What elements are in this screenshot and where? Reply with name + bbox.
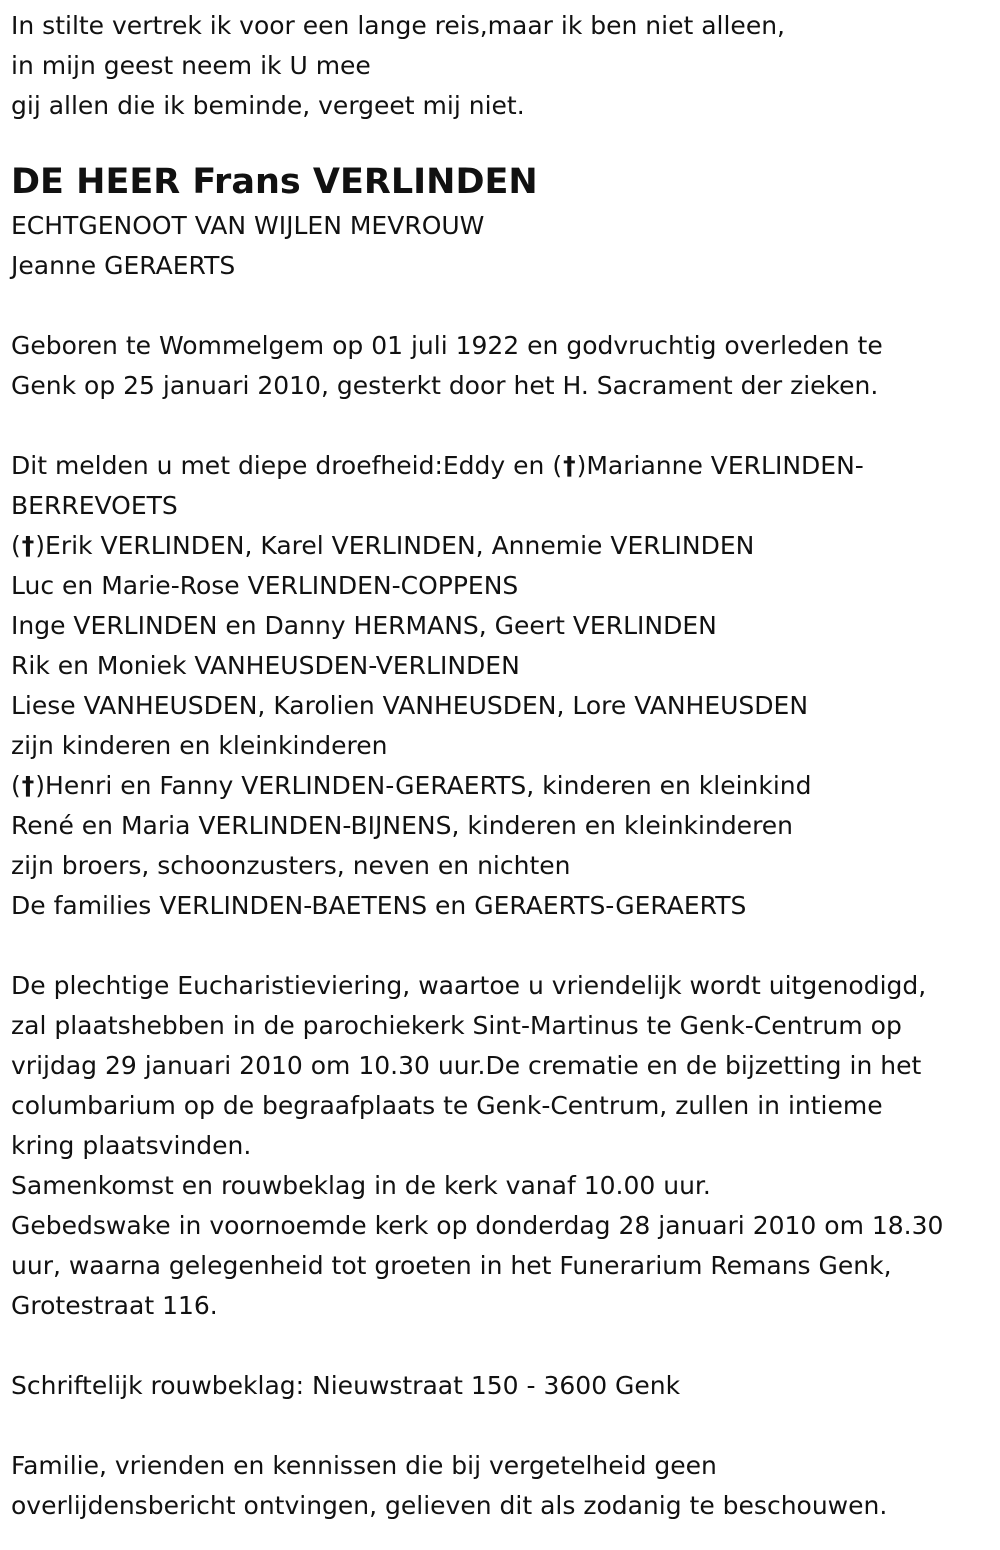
birth-death-line: Geboren te Wommelgem op 01 juli 1922 en godvruchtig overleden te <box>11 331 883 360</box>
deceased-name: DE HEER Frans VERLINDEN <box>11 162 538 202</box>
spouse-name: Jeanne GERAERTS <box>11 251 236 280</box>
poem-line: In stilte vertrek ik voor een lange reis,maar ik ben niet alleen, <box>11 11 785 40</box>
family-line: BERREVOETS <box>11 491 178 520</box>
closing-line: overlijdensbericht ontvingen, gelieven dit als zodanig te beschouwen. <box>11 1491 888 1520</box>
family-line: Dit melden u met diepe droefheid:Eddy en (†)Marianne VERLINDEN- <box>11 446 990 486</box>
ceremony-line: Grotestraat 116. <box>11 1291 218 1320</box>
closing-line: Familie, vrienden en kennissen die bij vergetelheid geen <box>11 1451 717 1480</box>
family-line: Inge VERLINDEN en Danny HERMANS, Geert VERLINDEN <box>11 611 717 640</box>
condolence-address: Schriftelijk rouwbeklag: Nieuwstraat 150 - 3600 Genk <box>11 1371 681 1400</box>
ceremony-line: kring plaatsvinden. <box>11 1131 252 1160</box>
birth-death-line: Genk op 25 januari 2010, gesterkt door het H. Sacrament der zieken. <box>11 371 879 400</box>
family-line: Luc en Marie-Rose VERLINDEN-COPPENS <box>11 571 519 600</box>
family-line: zijn broers, schoonzusters, neven en nichten <box>11 851 571 880</box>
birth-death-section <box>11 326 990 406</box>
ceremony-line: vrijdag 29 januari 2010 om 10.30 uur.De crematie en de bijzetting in het <box>11 1051 922 1080</box>
spouse-line: ECHTGENOOT VAN WIJLEN MEVROUW <box>11 211 485 240</box>
family-line: Rik en Moniek VANHEUSDEN-VERLINDEN <box>11 651 520 680</box>
ceremony-section <box>11 966 990 1326</box>
family-line: De families VERLINDEN-BAETENS en GERAERTS-GERAERTS <box>11 891 747 920</box>
family-line: (†)Erik VERLINDEN, Karel VERLINDEN, Annemie VERLINDEN <box>11 526 990 566</box>
cross-icon: † <box>21 531 35 560</box>
family-line: zijn kinderen en kleinkinderen <box>11 731 388 760</box>
ceremony-line: columbarium op de begraafplaats te Genk-Centrum, zullen in intieme <box>11 1091 883 1120</box>
family-line: (†)Henri en Fanny VERLINDEN-GERAERTS, kinderen en kleinkind <box>11 766 990 806</box>
ceremony-line: uur, waarna gelegenheid tot groeten in het Funerarium Remans Genk, <box>11 1251 892 1280</box>
closing-section <box>11 1446 990 1526</box>
family-line: Liese VANHEUSDEN, Karolien VANHEUSDEN, Lore VANHEUSDEN <box>11 691 809 720</box>
ceremony-line: zal plaatshebben in de parochiekerk Sint-Martinus te Genk-Centrum op <box>11 1011 902 1040</box>
poem <box>11 6 990 126</box>
poem-line: in mijn geest neem ik U mee <box>11 51 371 80</box>
ceremony-line: Gebedswake in voornoemde kerk op donderdag 28 januari 2010 om 18.30 <box>11 1211 944 1240</box>
poem-line: gij allen die ik beminde, vergeet mij niet. <box>11 91 525 120</box>
ceremony-line: Samenkomst en rouwbeklag in de kerk vanaf 10.00 uur. <box>11 1171 711 1200</box>
family-section <box>11 446 990 926</box>
cross-icon: † <box>563 451 576 480</box>
ceremony-line: De plechtige Eucharistieviering, waartoe u vriendelijk wordt uitgenodigd, <box>11 971 927 1000</box>
cross-icon: † <box>21 771 35 800</box>
family-line: René en Maria VERLINDEN-BIJNENS, kinderen en kleinkinderen <box>11 811 794 840</box>
